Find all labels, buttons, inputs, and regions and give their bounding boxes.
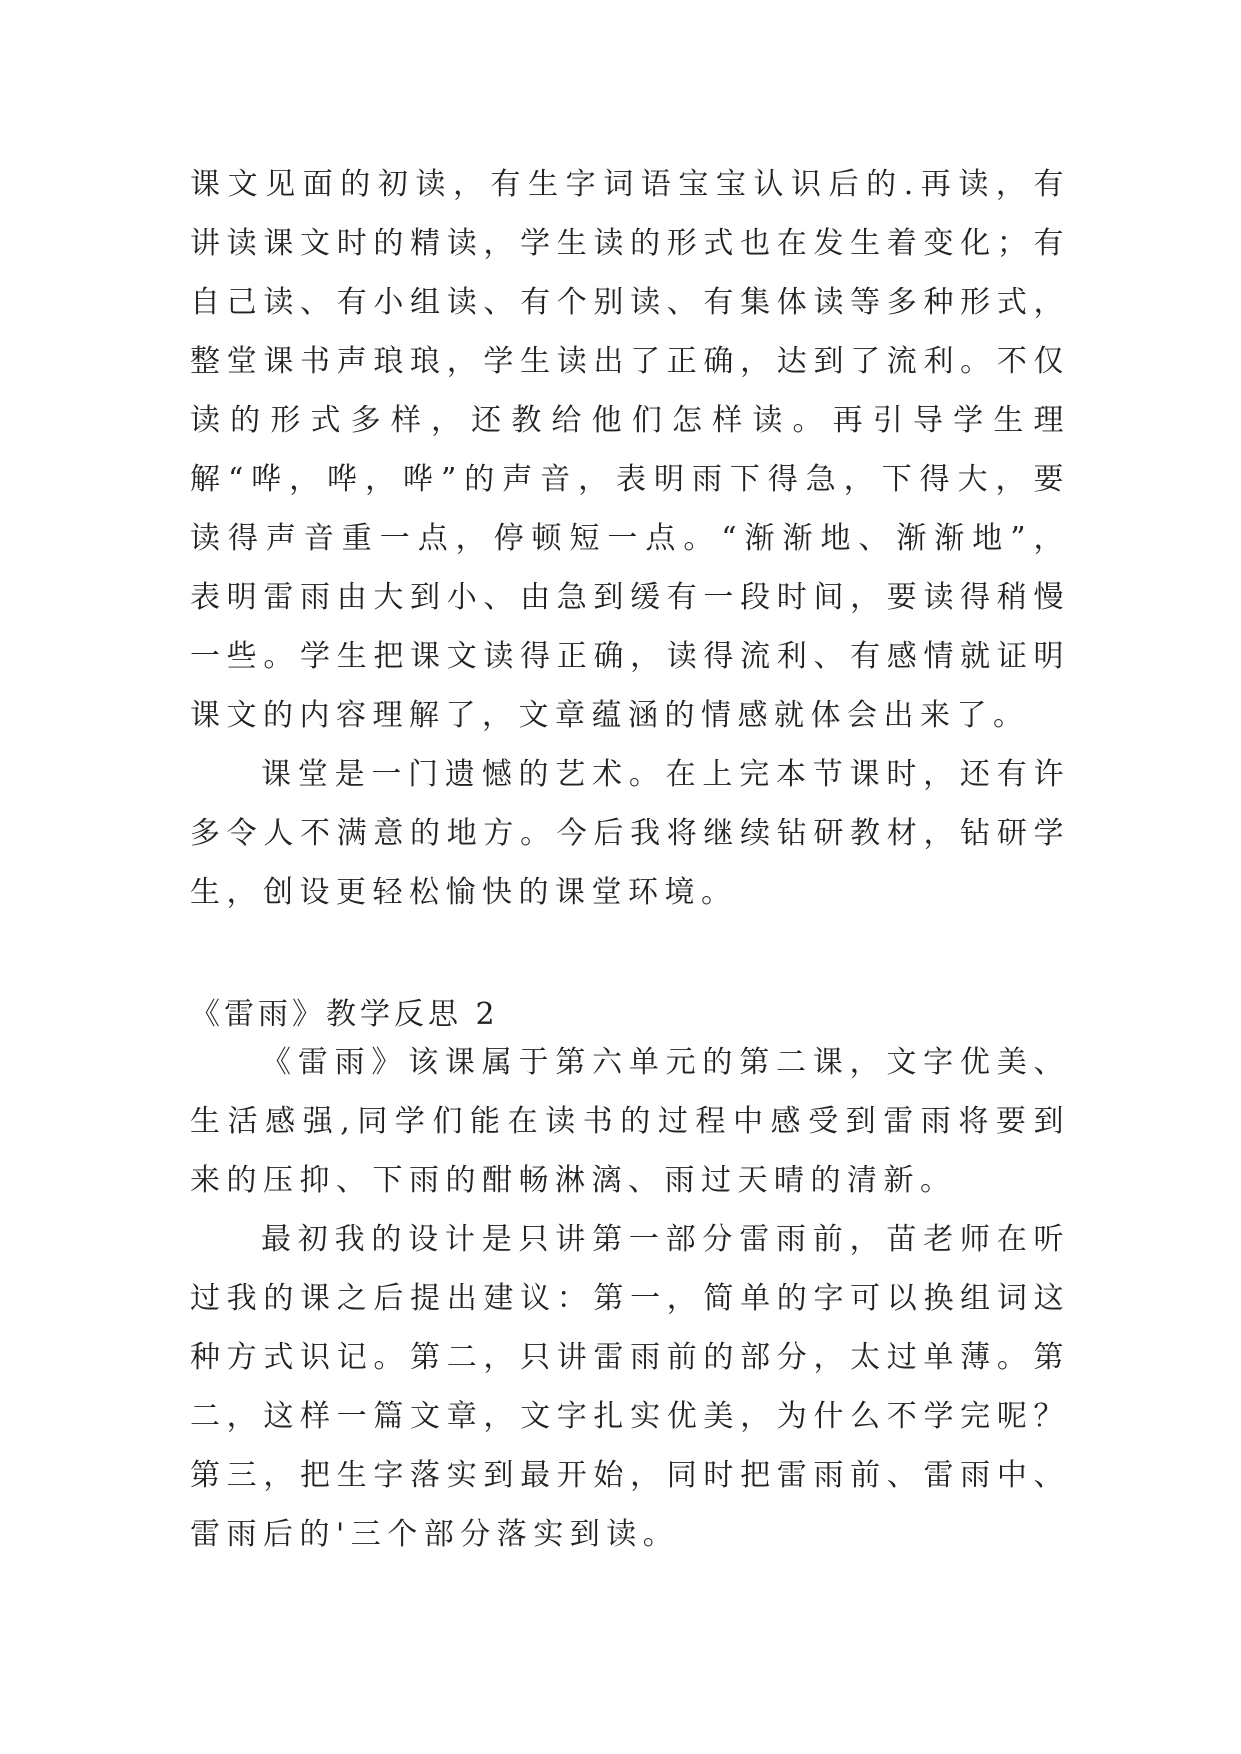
section-heading: 《雷雨》教学反思 2 <box>190 997 499 1032</box>
section-2 <box>190 1033 1070 1564</box>
paragraph-2: 课堂是一门遗憾的艺术。在上完本节课时，还有许多令人不满意的地方。今后我将继续钻研教材，钻研学生，创设更轻松愉快的课堂环境。 <box>190 757 1070 910</box>
section-1 <box>190 155 1070 922</box>
paragraph-1: 课文见面的初读，有生字词语宝宝认识后的.再读，有讲读课文时的精读，学生读的形式也在发生着变化；有自己读、有小组读、有个别读、有集体读等多种形式，整堂课书声琅琅，学生读出了正确，达到了流利。不仅读的形式多样，还教给他们怎样读。再引导学生理解“哗，哗，哗”的声音，表明雨下得急，下得大，要读得声音重一点，停顿短一点。“渐渐地、渐渐地”，表明雷雨由大到小、由急到缓有一段时间，要读得稍慢一些。学生把课文读得正确，读得流利、有感情就证明课文的内容理解了，文章蕴涵的情感就体会出来了。 <box>190 167 1070 733</box>
paragraph-3: 《雷雨》该课属于第六单元的第二课，文字优美、生活感强,同学们能在读书的过程中感受到雷雨将要到来的压抑、下雨的酣畅淋漓、雨过天晴的清新。 <box>190 1045 1070 1198</box>
paragraph-4: 最初我的设计是只讲第一部分雷雨前，苗老师在听过我的课之后提出建议：第一，简单的字可以换组词这种方式识记。第二，只讲雷雨前的部分，太过单薄。第二，这样一篇文章，文字扎实优美，为什么不学完呢？第三，把生字落实到最开始，同时把雷雨前、雷雨中、雷雨后的'三个部分落实到读。 <box>190 1222 1070 1552</box>
